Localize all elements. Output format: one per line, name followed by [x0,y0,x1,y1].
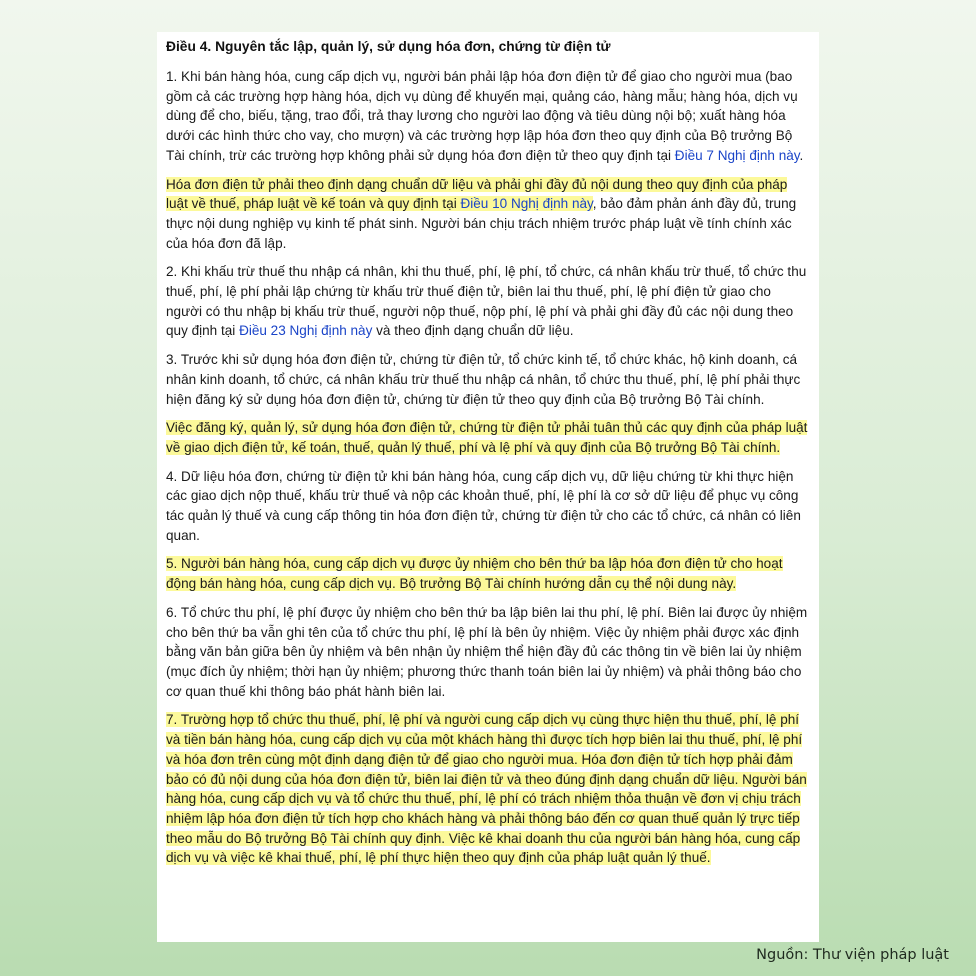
paragraph-6 [166,467,809,546]
paragraph-5 [166,418,809,457]
paragraph-3 [166,262,809,341]
paragraph-6-text: 4. Dữ liệu hóa đơn, chứng từ điện tử khi bán hàng hóa, cung cấp dịch vụ, dữ liệu chứng từ khi thực hiện các giao dịch nộp thuế, khấu trừ thuế và nộp các khoản thuế, phí, lệ phí là cơ sở dữ liệu để phục vụ công tác quản lý thuế và cung cấp thông tin hóa đơn điện tử, chứng từ điện tử cho các tổ chức, cá nhân có liên quan. [166,468,801,543]
paragraph-3-end: và theo định dạng chuẩn dữ liệu. [372,323,574,339]
paragraph-7 [166,554,809,593]
document-page [157,32,819,942]
paragraph-1 [166,67,809,166]
paragraph-7-highlight: 5. Người bán hàng hóa, cung cấp dịch vụ được ủy nhiệm cho bên thứ ba lập hóa đơn điện tử cho hoạt động bán hàng hóa, cung cấp dịch vụ. Bộ trưởng Bộ Tài chính hướng dẫn cụ thể nội dung này. [166,556,783,592]
paragraph-9-highlight: 7. Trường hợp tổ chức thu thuế, phí, lệ phí và người cung cấp dịch vụ cùng thực hiện thu thuế, phí, lệ phí và tiền bán hàng hóa, cung cấp dịch vụ của một khách hàng thì được tích hợp biên lai thu thuế, phí, lệ phí và hóa đơn trên cùng một định dạng điện tử để giao cho người mua. Hóa đơn điện tử tích hợp phải đảm bảo có đủ nội dung của hóa đơn điện tử, biên lai điện tử và theo đúng định dạng chuẩn dữ liệu. Người bán hàng hóa, cung cấp dịch vụ và tổ chức thu thuế, phí, lệ phí có trách nhiệm thỏa thuận về đơn vị chịu trách nhiệm lập hóa đơn điện tử tích hợp cho khách hàng và phải thông báo đến cơ quan thuế quản lý trực tiếp theo mẫu do Bộ trưởng Bộ Tài chính quy định. Việc kê khai doanh thu của người bán hàng hóa, cung cấp dịch vụ và việc kê khai thuế, phí, lệ phí thực hiện theo quy định của pháp luật quản lý thuế. [166,712,807,866]
paragraph-1-end: . [799,147,804,163]
article-title: Điều 4. Nguyên tắc lập, quản lý, sử dụng hóa đơn, chứng từ điện tử [166,39,611,54]
paragraph-9 [166,710,809,868]
article-10-link[interactable]: Điều 10 Nghị định này [460,196,593,212]
paragraph-4-text: 3. Trước khi sử dụng hóa đơn điện tử, chứng từ điện tử, tổ chức kinh tế, tổ chức khác, hộ kinh doanh, cá nhân kinh doanh, tổ chức, cá nhân khấu trừ thuế thu nhập cá nhân, tổ chức thu thuế, phí, lệ phí phải thực hiện đăng ký sử dụng hóa đơn điện tử, chứng từ điện tử theo quy định của Bộ trưởng Bộ Tài chính. [166,352,801,407]
paragraph-1-text: 1. Khi bán hàng hóa, cung cấp dịch vụ, người bán phải lập hóa đơn điện tử để giao cho người mua (bao gồm cả các trường hợp hàng hóa, dịch vụ dùng để khuyến mại, quảng cáo, hàng mẫu; hàng hóa, dịch vụ dùng để cho, biếu, tặng, trao đổi, trả thay lương cho người lao động và tiêu dùng nội bộ; xuất hàng hóa dưới các hình thức cho vay, cho mượn) và các trường hợp lập hóa đơn theo quy định của Bộ trưởng Bộ Tài chính, trừ các trường hợp không phải sử dụng hóa đơn điện tử theo quy định tại [166,69,798,163]
article-23-link[interactable]: Điều 23 Nghị định này [239,323,373,339]
paragraph-8-text: 6. Tổ chức thu phí, lệ phí được ủy nhiệm cho bên thứ ba lập biên lai thu phí, lệ phí. Biên lai được ủy nhiệm cho bên thứ ba vẫn ghi tên của tổ chức thu phí, lệ phí là bên ủy nhiệm. Việc ủy nhiệm phải được xác định bằng văn bản giữa bên ủy nhiệm và bên nhận ủy nhiệm thể hiện đầy đủ các thông tin về biên lai ủy nhiệm (mục đích ủy nhiệm; thời hạn ủy nhiệm; phương thức thanh toán biên lai ủy nhiệm) và phải thông báo cho cơ quan thuế khi thông báo phát hành biên lai. [166,604,808,699]
source-caption: Nguồn: Thư viện pháp luật [756,947,949,963]
paragraph-8 [166,603,809,702]
article-7-link[interactable]: Điều 7 Nghị định này [674,147,800,163]
paragraph-5-highlight: Việc đăng ký, quản lý, sử dụng hóa đơn điện tử, chứng từ điện tử phải tuân thủ các quy định của pháp luật về giao dịch điện tử, kế toán, thuế, quản lý thuế, phí và lệ phí và quy định của Bộ trưởng Bộ Tài chính. [166,420,808,455]
paragraph-2-highlight: Hóa đơn điện tử phải theo định dạng chuẩn dữ liệu và phải ghi đầy đủ nội dung theo quy định của pháp luật về thuế, pháp luật về kế toán và quy định tại [166,176,788,212]
paragraph-3-text: 2. Khi khấu trừ thuế thu nhập cá nhân, khi thu thuế, phí, lệ phí, tổ chức, cá nhân khấu trừ thuế, tổ chức thu thuế, phí, lệ phí phải lập chứng từ khấu trừ thuế điện tử, biên lai thu thuế, phí, lệ phí điện tử giao cho người có thu nhập bị khấu trừ thuế, người nộp thuế, nộp phí, lệ phí và phải ghi đầy đủ các nội dung theo quy định tại [166,264,807,339]
paragraph-2-end: , bảo đảm phản ánh đầy đủ, trung thực nội dung nghiệp vụ kinh tế phát sinh. Người bán chịu trách nhiệm trước pháp luật về tính chính xác của hóa đơn đã lập. [166,196,797,251]
paragraph-2 [166,175,809,254]
paragraph-4 [166,350,809,409]
